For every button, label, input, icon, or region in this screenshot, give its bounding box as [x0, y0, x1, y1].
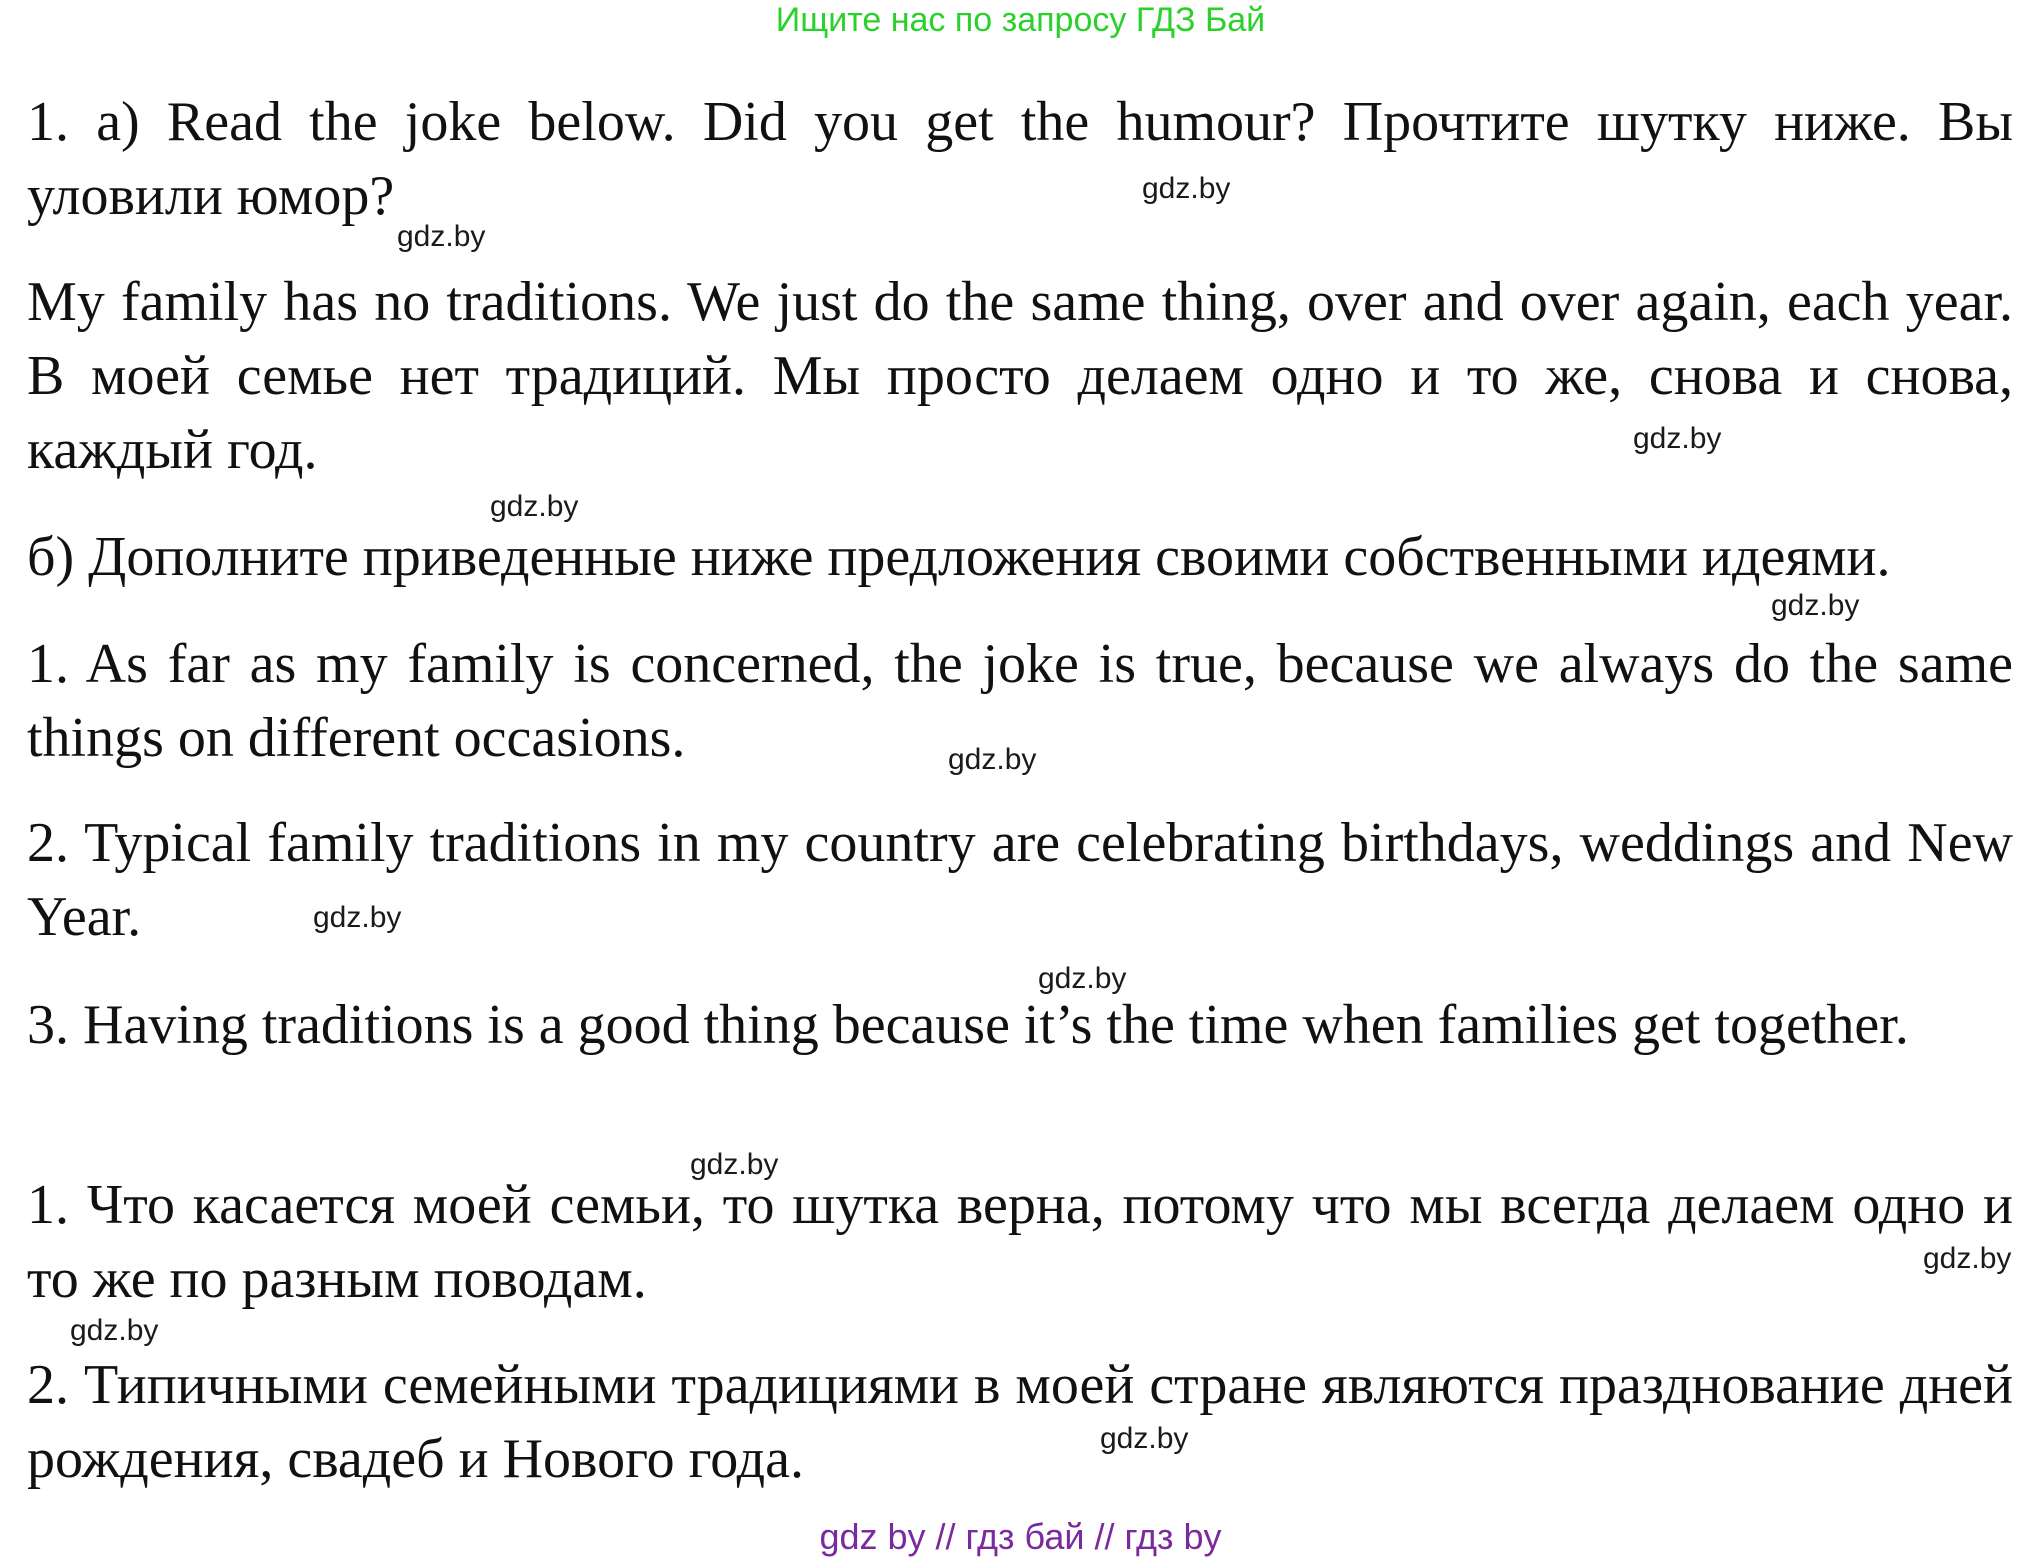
watermark: gdz.by [490, 490, 579, 523]
watermark: gdz.by [313, 901, 402, 934]
answer-en-2-paragraph: 2. Typical family traditions in my country are celebrating birthdays, weddings and New Year. [27, 812, 2013, 948]
task-1b-paragraph: б) Дополните приведенные ниже предложения своими собственными идеями. [27, 526, 1891, 588]
answer-en-1-paragraph: 1. As far as my family is concerned, the joke is true, because we always do the same things on different occasions. [27, 633, 2013, 769]
footer-links: gdz by // гдз бай // гдз by [819, 1516, 1222, 1557]
task-1a-paragraph: 1. a) Read the joke below. Did you get the humour? Прочтите шутку ниже. Вы уловили юмор? [27, 91, 2013, 227]
search-banner: Ищите нас по запросу ГДЗ Бай [775, 1, 1266, 39]
joke-paragraph: My family has no traditions. We just do the same thing, over and over again, each year. В моей семье нет традиций. Мы просто делаем одно и то же, снова и снова, каждый год. [27, 271, 2013, 481]
answer-en-3-paragraph: 3. Having traditions is a good thing because it’s the time when families get together. [27, 994, 1909, 1056]
watermark: gdz.by [1100, 1422, 1189, 1455]
watermark: gdz.by [1142, 172, 1231, 205]
watermark: gdz.by [690, 1148, 779, 1181]
answer-ru-2-paragraph: 2. Типичными семейными традициями в моей стране являются празднование дней рождения, свадеб и Нового года. [27, 1354, 2013, 1490]
watermark: gdz.by [1771, 589, 1860, 622]
watermark: gdz.by [948, 743, 1037, 776]
watermark: gdz.by [1633, 422, 1722, 455]
watermark: gdz.by [70, 1314, 159, 1347]
answer-ru-1-paragraph: 1. Что касается моей семьи, то шутка верна, потому что мы всегда делаем одно и то же по разным поводам. [27, 1174, 2013, 1310]
watermark: gdz.by [397, 220, 486, 253]
watermark: gdz.by [1038, 962, 1127, 995]
watermark: gdz.by [1923, 1242, 2012, 1275]
